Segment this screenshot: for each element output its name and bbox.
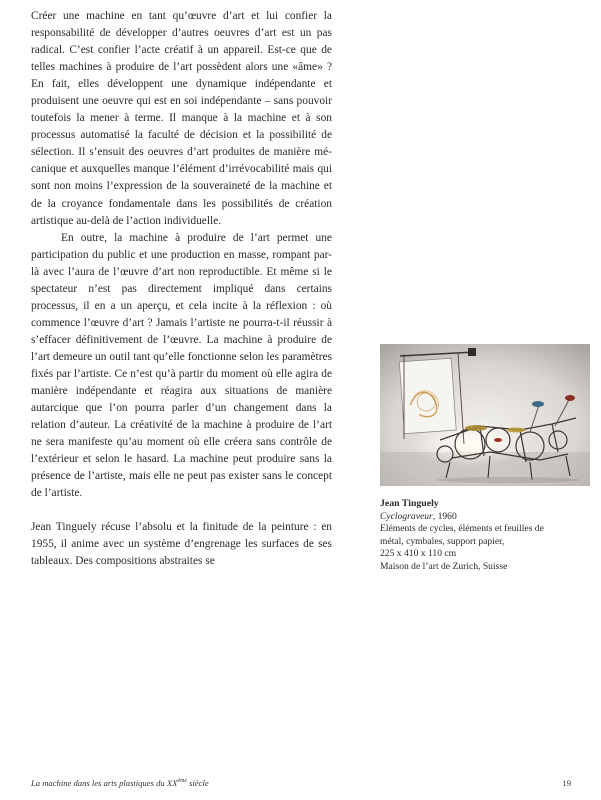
paragraph-2: En outre, la machine à produire de l’art permet une participation du public et une production en masse, rompant par-là avec l’aura de l’œuvre d’art non reproductible. Et même si le spectateur n’est pas directement impliqué dans certains processus, il en a un aperçu, et cela incite à la réflexion : où commence l’œuvre d’art ? Jamais l’artiste ne pourra-t-il réussir à s’effacer définitivement de l’œuvre. La machine à produire de l’art demeure un outil tant qu’elle fonctionne selon les paramètres fixés par l’artiste. Ce n’est qu’à partir du moment où elle agira de manière indépendante et réagira aux situations de manière autarcique que l’on pourra parler d’un changement dans la relation d’auteur. La créativité de la machine à produire de l’art ne sera manifeste qu’au moment où elle créera sans contrôle de l’extérieur et selon le hasard. La machine peut produire sans la présence de l’artiste, mais elle ne peut pas exister sans le concept de l’artiste.	[31, 231, 332, 500]
figure-caption	[380, 498, 590, 574]
artwork-figure	[380, 344, 590, 574]
main-text-column	[31, 8, 332, 571]
caption-collection: Maison de l’art de Zurich, Suisse	[380, 560, 508, 572]
artwork-photo	[380, 344, 590, 486]
page-number: 19	[562, 778, 571, 788]
footer-title-text: La machine dans les arts plastiques du XX	[31, 778, 178, 788]
caption-title-line	[380, 511, 590, 524]
footer-title-end: siècle	[187, 778, 209, 788]
caption-artist: Jean Tinguely	[380, 498, 439, 509]
paragraph-1: Créer une machine en tant qu’œuvre d’art et lui confier la responsabilité de développer d’autres oeuvres d’art est un pas radical. C’est confier l’acte créatif à un appareil. Est-ce que de telles machines à produire de l’art possèdent alors une «âme» ? En fait, elles développent une dynamique indépendante et produisent une oeuvre qui est en soi indépendante – sans pouvoir toutefois la mener à terme. Il manque à la machine et à son processus automatisé la faculté de décision et la possibilité de sélection. Il s’ensuit des oeuvres d’art produites de manière mécanique et auxquelles manque l’élément d’irrévocabilité mais qui sont non moins l’expression de la souveraineté de la machine et de la croyance fondamentale dans les possibilités de création artistique au-delà de l’action individuelle.	[31, 10, 332, 227]
caption-materials-1: Eléments de cycles, éléments et feuilles de	[380, 523, 544, 535]
paragraph-3: Jean Tinguely récuse l’absolu et la finitude de la peinture : en 1955, il anime avec un système d’engrenage les surfaces de ses tableaux. Des compositions abstraites se	[31, 521, 332, 568]
footer-title-sup: ème	[177, 778, 188, 785]
footer-book-title	[31, 778, 209, 788]
page-footer	[31, 778, 571, 790]
caption-dimensions: 225 x 410 x 110 cm	[380, 548, 457, 560]
caption-year: , 1960	[432, 510, 457, 522]
caption-materials-2: métal, cymbales, support papier,	[380, 535, 505, 547]
caption-title: Cyclograveur	[380, 510, 433, 522]
